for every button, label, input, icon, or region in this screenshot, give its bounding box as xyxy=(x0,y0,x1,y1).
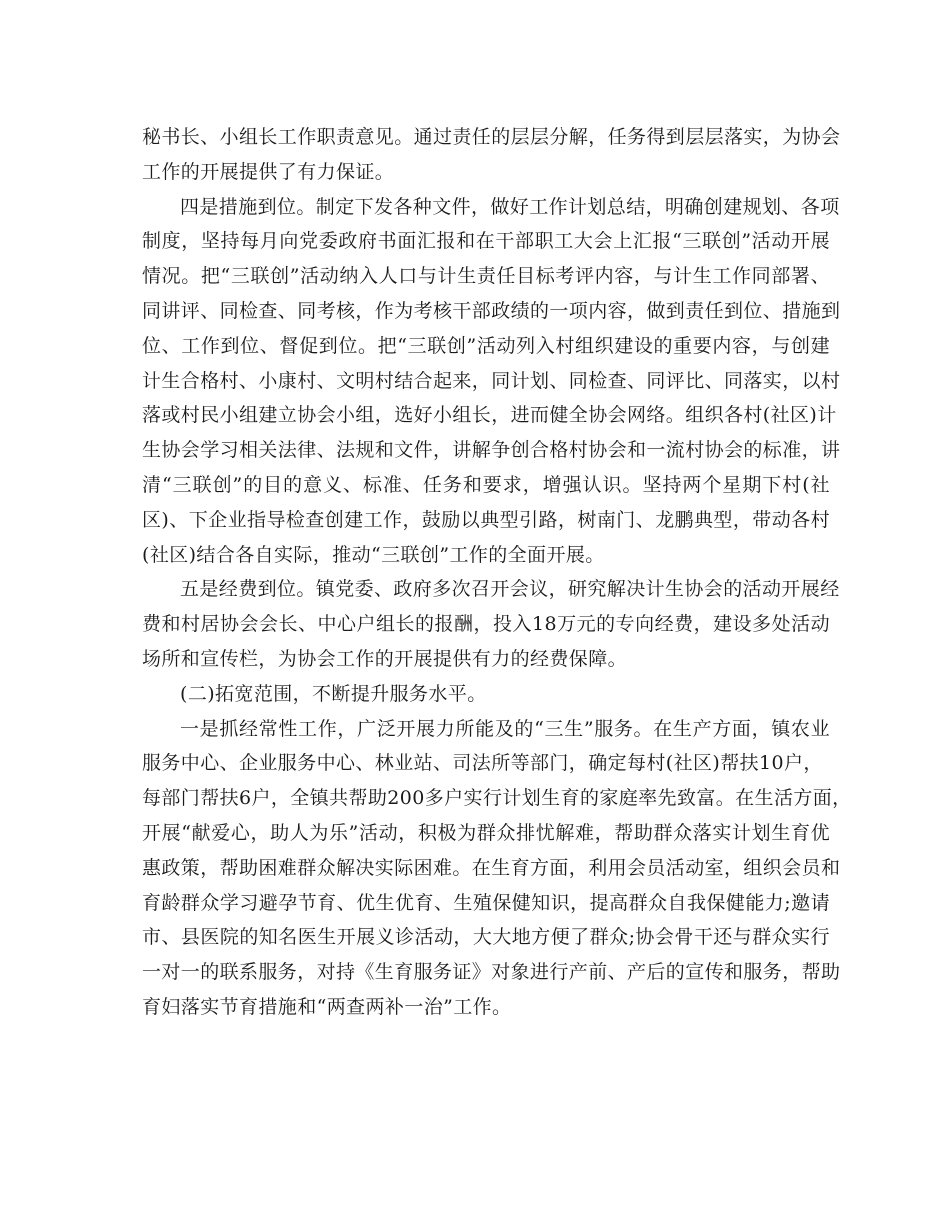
text-line: 场所和宣传栏，为协会工作的开展提供有力的经费保障。 xyxy=(142,647,628,670)
text-line: 一是抓经常性工作，广泛开展力所能及的“三生”服务。在生产方面，镇农业 xyxy=(180,717,830,740)
text-line: 育龄群众学习避孕节育、优生优育、生殖保健知识，提高群众自我保健能力;邀请 xyxy=(142,891,830,914)
paragraph-duty-summary xyxy=(142,120,841,190)
text-line: 计生合格村、小康村、文明村结合起来，同计划、同检查、同评比、同落实，以村 xyxy=(142,369,841,392)
text-line: (社区)结合各自实际，推动“三联创”工作的全面开展。 xyxy=(142,543,605,566)
text-line: 秘书长、小组长工作职责意见。通过责任的层层分解，任务得到层层落实，为协会 xyxy=(142,126,841,148)
text-line: 清“三联创”的目的意义、标准、任务和要求，增强认识。坚持两个星期下村(社 xyxy=(142,473,830,496)
text-line: 惠政策，帮助困难群众解决实际困难。在生育方面，利用会员活动室，组织会员和 xyxy=(142,856,841,879)
text-line: 落或村民小组建立协会小组，选好小组长，进而健全协会网络。组织各村(社区)计 xyxy=(142,404,837,427)
section-heading xyxy=(142,677,830,712)
text-line: 开展“献爱心，助人为乐”活动，积极为群众排忧解难，帮助群众落实计划生育优 xyxy=(142,821,830,844)
text-line: 市、县医院的知名医生开展义诊活动，大大地方便了群众;协会骨干还与群众实行 xyxy=(142,926,830,949)
text-line: 生协会学习相关法律、法规和文件，讲解争创合格村协会和一流村协会的标准，讲 xyxy=(142,439,841,462)
text-line: 服务中心、企业服务中心、林业站、司法所等部门，确定每村(社区)帮扶10户， xyxy=(142,752,823,775)
text-line: 制度，坚持每月向党委政府书面汇报和在干部职工大会上汇报“三联创”活动开展 xyxy=(142,230,830,253)
text-line: 工作的开展提供了有力保证。 xyxy=(142,160,395,183)
text-line: (二)拓宽范围，不断提升服务水平。 xyxy=(180,682,487,705)
text-line: 位、工作到位、督促到位。把“三联创”活动列入村组织建设的重要内容，与创建 xyxy=(142,334,830,357)
paragraph-services xyxy=(142,712,852,1025)
text-line: 育妇落实节育措施和“两查两补一治”工作。 xyxy=(142,995,512,1018)
text-line: 费和村居协会会长、中心户组长的报酬，投入18万元的专向经费，建设多处活动 xyxy=(142,613,830,636)
text-line: 同讲评、同检查、同考核，作为考核干部政绩的一项内容，做到责任到位、措施到 xyxy=(142,299,841,322)
text-line: 每部门帮扶6户，全镇共帮助200多户实行计划生育的家庭率先致富。在生活方面， xyxy=(142,787,852,810)
text-line: 一对一的联系服务，对持《生育服务证》对象进行产前、产后的宣传和服务，帮助 xyxy=(142,961,841,984)
paragraph-funding xyxy=(142,572,840,676)
paragraph-measures xyxy=(142,190,841,573)
text-line: 区)、下企业指导检查创建工作，鼓励以典型引路，树南门、龙鹏典型，带动各村 xyxy=(142,508,830,531)
text-line: 情况。把“三联创”活动纳入人口与计生责任目标考评内容，与计生工作同部署、 xyxy=(142,265,830,288)
document-body xyxy=(142,120,852,1025)
text-line: 四是措施到位。制定下发各种文件，做好工作计划总结，明确创建规划、各项 xyxy=(180,195,840,218)
text-line: 五是经费到位。镇党委、政府多次召开会议，研究解决计生协会的活动开展经 xyxy=(180,578,840,601)
